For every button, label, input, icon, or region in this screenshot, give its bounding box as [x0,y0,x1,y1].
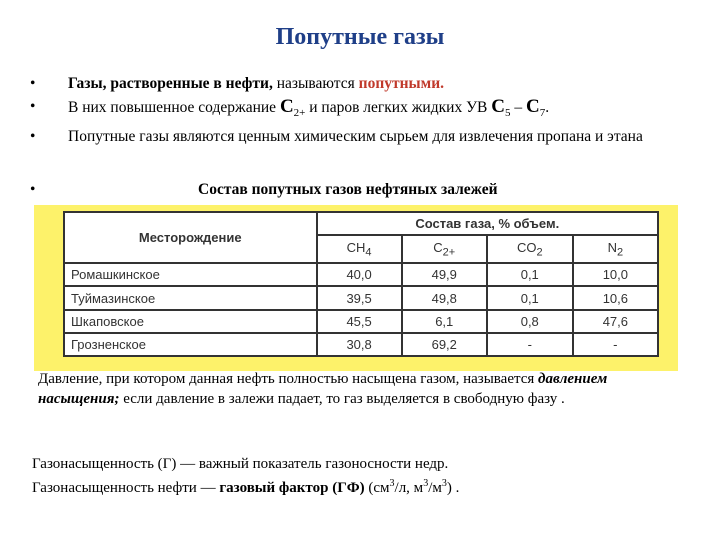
paragraph-text: если давление в залежи падает, то газ выделяется в свободную фазу . [119,391,565,407]
table-row [64,310,658,333]
value-c2plus: 49,8 [402,286,487,309]
header-n2 [573,235,658,263]
deposit-name: Грозненское [64,333,317,356]
value-co2: 0,1 [487,263,573,286]
formula-c7: С [526,96,540,117]
header-ch4 [317,235,402,263]
paragraph-text: Давление, при котором данная нефть полностью насыщена газом, называется [38,371,539,387]
formula-sub: 7 [539,107,546,120]
emphasized-term: давлением насыщения; [38,371,608,407]
gas-factor-text: Газонасыщенность нефти — [32,480,220,496]
value-co2: 0,8 [487,310,573,333]
bullet-icon: • [30,75,36,92]
unit-text: (см [364,480,390,496]
header-co2 [487,235,573,263]
bullet-item [28,127,668,146]
unit-sup: 3 [423,478,429,489]
value-co2: - [487,333,573,356]
header-main: CH [346,239,366,255]
bullet-text: В них повышенное содержание [68,99,280,116]
formula-c5: С [491,96,505,117]
period: . [545,99,550,116]
bullet-text-bold: Газы, растворенные в нефти, [68,75,273,92]
gas-composition-table [63,211,659,357]
gas-factor-line [32,478,459,497]
table-heading: Состав попутных газов нефтяных залежей [198,181,498,198]
unit-text: /м [428,480,442,496]
value-ch4: 40,0 [317,263,402,286]
table-row [64,286,658,309]
value-ch4: 45,5 [317,310,402,333]
table-header-row [64,212,658,235]
deposit-name: Туймазинское [64,286,317,309]
bullet-list [28,74,668,146]
bullet-icon: • [30,128,36,146]
highlighted-term: попутными. [358,75,445,92]
slide-title: Попутные газы [275,24,445,50]
formula-sub: 2+ [293,107,306,120]
header-main: C [433,239,443,255]
header-sub: 2 [536,246,543,259]
bullet-item [28,74,668,93]
formula-sub: 5 [505,107,511,120]
value-ch4: 30,8 [317,333,402,356]
bullet-item [28,97,668,123]
gas-saturation-line: Газонасыщенность (Г) — важный показатель газоносности недр. [32,456,449,472]
gas-factor-term: газовый фактор (ГФ) [219,480,365,496]
unit-text: ) . [446,480,460,496]
saturation-pressure-paragraph [38,369,638,409]
header-c2plus [402,235,487,263]
header-sub: 2+ [442,246,456,259]
value-n2: 10,6 [573,286,658,309]
dash: – [510,99,526,116]
bullet-text: и паров легких жидких УВ [305,99,492,116]
value-c2plus: 49,9 [402,263,487,286]
value-c2plus: 69,2 [402,333,487,356]
bullet-icon: • [30,181,36,198]
table-row [64,333,658,356]
header-deposit: Месторождение [64,212,317,263]
value-n2: 10,0 [573,263,658,286]
header-sub: 2 [616,246,624,259]
value-co2: 0,1 [487,286,573,309]
bullet-text: Попутные газы являются ценным химическим сырьем для извлечения пропана и этана [68,128,643,146]
bullet-text: называются [272,75,359,92]
deposit-name: Ромашкинское [64,263,317,286]
value-ch4: 39,5 [317,286,402,309]
unit-sup: 3 [441,478,447,489]
value-c2plus: 6,1 [402,310,487,333]
header-composition: Состав газа, % объем. [317,212,658,235]
bullet-icon: • [30,98,36,115]
unit-sup: 3 [389,478,395,489]
header-sub: 4 [365,246,372,259]
table-row [64,263,658,286]
formula-c: С [279,96,294,117]
value-n2: 47,6 [573,310,658,333]
header-main: N [607,239,617,255]
value-n2: - [573,333,658,356]
header-main: CO [516,239,537,255]
unit-text: /л, м [394,480,424,496]
deposit-name: Шкаповское [64,310,317,333]
